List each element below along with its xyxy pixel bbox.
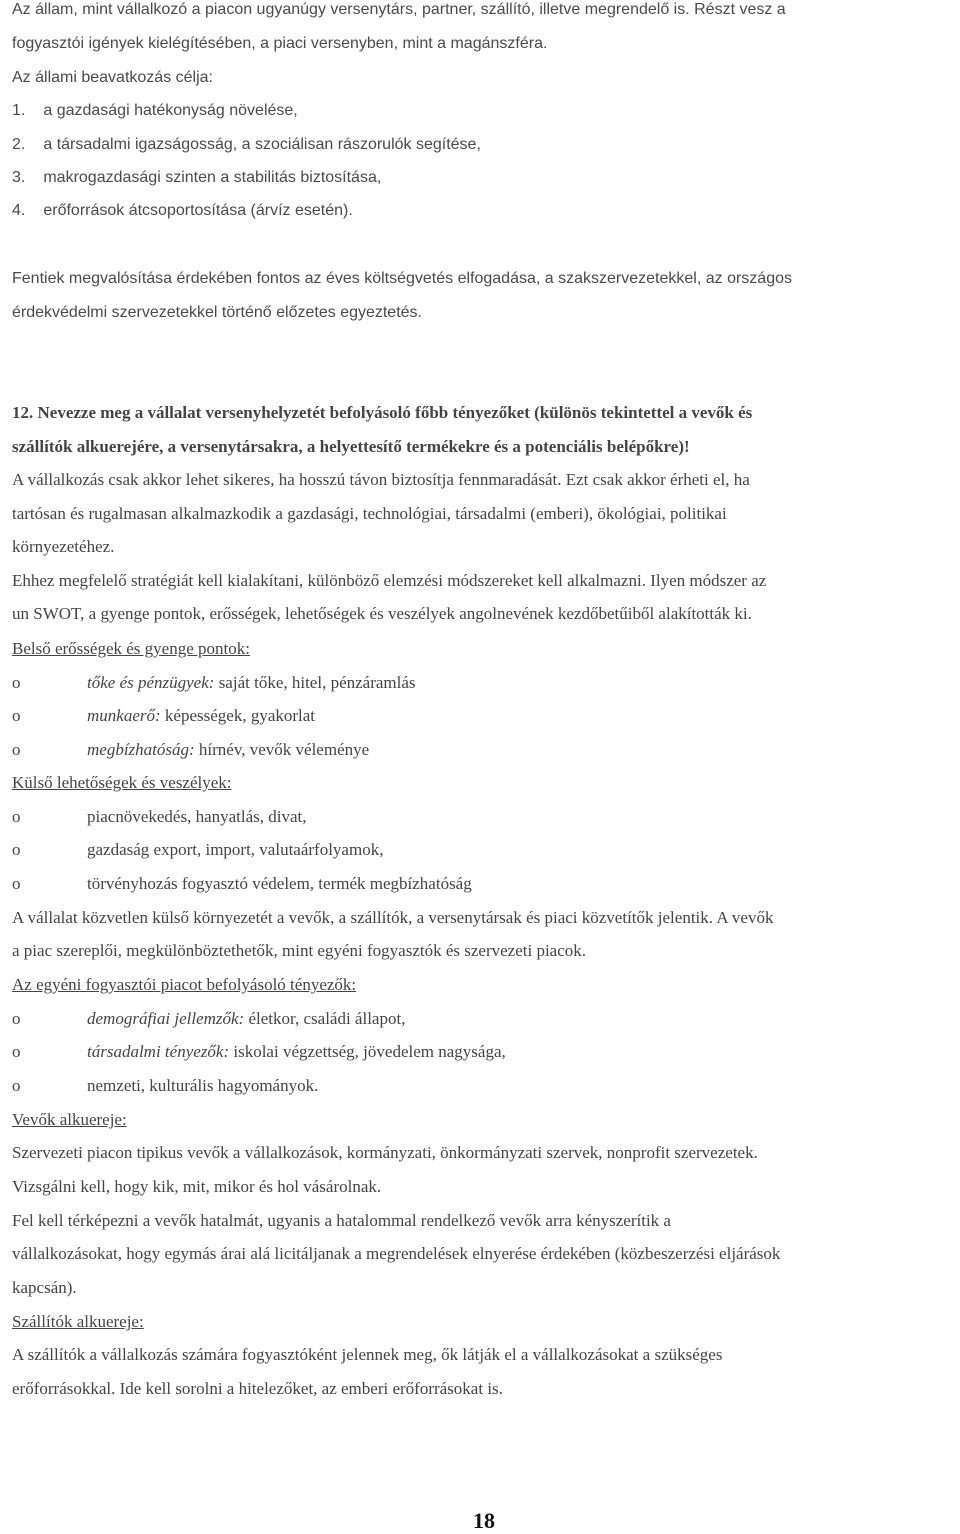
aims-item-2 xyxy=(12,135,481,155)
bullet-marker: o xyxy=(12,673,21,692)
bullet-marker: o xyxy=(12,874,21,893)
buyers-line-1: Szervezeti piacon tipikus vevők a vállalkozások, kormányzati, önkormányzati szervek, nonprofit szervezetek. xyxy=(12,1143,758,1162)
body-paragraph-1-line-2: tartósan és rugalmasan alkalmazkodik a gazdasági, technológiai, társadalmi (emberi), ökológiai, politikai xyxy=(12,504,727,523)
buyers-line-2: Vizsgálni kell, hogy kik, mit, mikor és hol vásárolnak. xyxy=(12,1177,382,1196)
external-paragraph-line-2: a piac szereplői, megkülönböztethetők, mint egyéni fogyasztók és szervezeti piacok. xyxy=(12,941,587,960)
external-paragraph-line-1: A vállalat közvetlen külső környezetét a vevők, a szállítók, a versenytársak és piaci közvetítők jelentik. A vevők xyxy=(12,908,774,927)
aims-paragraph-line-2: érdekvédelmi szervezetekkel történő előzetes egyeztetés. xyxy=(12,304,422,321)
consumer-heading: Az egyéni fogyasztói piacot befolyásoló tényezők: xyxy=(12,975,357,994)
body-paragraph-2-line-1: Ehhez megfelelő stratégiát kell kialakítani, különböző elemzési módszereket kell alkalmazni. Ilyen módszer az xyxy=(12,571,767,590)
item-label: tőke és pénzügyek: xyxy=(87,673,215,692)
aims-item-1 xyxy=(12,101,298,121)
aims-paragraph-line-1: Fentiek megvalósítása érdekében fontos az éves költségvetés elfogadása, a szakszervezetekkel, az országos xyxy=(12,270,792,287)
bullet-marker: o xyxy=(12,807,21,826)
buyers-heading: Vevők alkuereje: xyxy=(12,1110,127,1129)
aims-item-text: makrogazdasági szinten a stabilitás biztosítása, xyxy=(43,169,382,186)
question-line-2: szállítók alkuerejére, a versenytársakra, a helyettesítő termékekre és a potenciális belépőkre)! xyxy=(12,437,690,456)
bullet-marker: o xyxy=(12,740,21,759)
suppliers-heading: Szállítók alkuereje: xyxy=(12,1312,144,1331)
item-text: gazdaság export, import, valutaárfolyamok, xyxy=(87,840,384,859)
aims-item-text: erőforrások átcsoportosítása (árvíz esetén). xyxy=(43,202,353,219)
bullet-marker: o xyxy=(12,1009,21,1028)
item-text: törvényhozás fogyasztó védelem, termék megbízhatóság xyxy=(87,874,472,893)
aims-item-text: a társadalmi igazságosság, a szociálisan rászorulók segítése, xyxy=(43,136,481,153)
aims-item-number: 2. xyxy=(12,136,26,153)
item-text: képességek, gyakorlat xyxy=(160,706,316,725)
intro-line-1: Az állam, mint vállalkozó a piacon ugyanúgy versenytárs, partner, szállító, illetve megrendelő is. Részt vesz a xyxy=(12,1,786,18)
item-text: iskolai végzettség, jövedelem nagysága, xyxy=(229,1042,506,1061)
suppliers-line-1: A szállítók a vállalkozás számára fogyasztóként jelennek meg, ők látják el a vállalkozásokat a szükséges xyxy=(12,1345,723,1364)
bullet-marker: o xyxy=(12,706,21,725)
question-line-1: 12. Nevezze meg a vállalat versenyhelyzetét befolyásoló főbb tényezőket (különös tekintettel a vevők és xyxy=(12,403,753,422)
aims-item-text: a gazdasági hatékonyság növelése, xyxy=(43,102,298,119)
item-label: megbízhatóság: xyxy=(87,740,195,759)
item-label: demográfiai jellemzők: xyxy=(87,1009,245,1028)
item-text: életkor, családi állapot, xyxy=(244,1009,406,1028)
internal-heading: Belső erősségek és gyenge pontok: xyxy=(12,639,250,658)
item-label: munkaerő: xyxy=(87,706,161,725)
item-text: saját tőke, hitel, pénzáramlás xyxy=(214,673,416,692)
body-paragraph-2-line-2: un SWOT, a gyenge pontok, erősségek, lehetőségek és veszélyek angolnevének kezdőbetűiből alakították ki. xyxy=(12,604,752,623)
body-paragraph-1-line-3: környezetéhez. xyxy=(12,537,115,556)
bullet-marker: o xyxy=(12,840,21,859)
page-number: 18 xyxy=(473,1508,495,1533)
aims-item-3 xyxy=(12,168,381,188)
aims-item-number: 3. xyxy=(12,169,26,186)
aims-item-4 xyxy=(12,201,353,221)
suppliers-line-2: erőforrásokkal. Ide kell sorolni a hitelezőket, az emberi erőforrásokat is. xyxy=(12,1379,503,1398)
item-text: nemzeti, kulturális hagyományok. xyxy=(87,1076,319,1095)
aims-item-number: 1. xyxy=(12,102,26,119)
body-paragraph-1-line-1: A vállalkozás csak akkor lehet sikeres, ha hosszú távon biztosítja fennmaradását. Ezt csak akkor érheti el, ha xyxy=(12,470,750,489)
aims-item-number: 4. xyxy=(12,202,26,219)
item-text: piacnövekedés, hanyatlás, divat, xyxy=(87,807,307,826)
aims-heading: Az állami beavatkozás célja: xyxy=(12,69,213,86)
buyers-line-3: Fel kell térképezni a vevők hatalmát, ugyanis a hatalommal rendelkező vevők arra kényszerítik a xyxy=(12,1211,671,1230)
external-heading: Külső lehetőségek és veszélyek: xyxy=(12,773,232,792)
buyers-line-5: kapcsán). xyxy=(12,1278,77,1297)
bullet-marker: o xyxy=(12,1076,21,1095)
intro-line-2: fogyasztói igények kielégítésében, a piaci versenyben, mint a magánszféra. xyxy=(12,35,548,52)
bullet-marker: o xyxy=(12,1042,21,1061)
item-text: hírnév, vevők véleménye xyxy=(194,740,370,759)
item-label: társadalmi tényezők: xyxy=(87,1042,230,1061)
buyers-line-4: vállalkozásokat, hogy egymás árai alá licitáljanak a megrendelések elnyerése érdekében (közbeszerzési eljárások xyxy=(12,1244,781,1263)
